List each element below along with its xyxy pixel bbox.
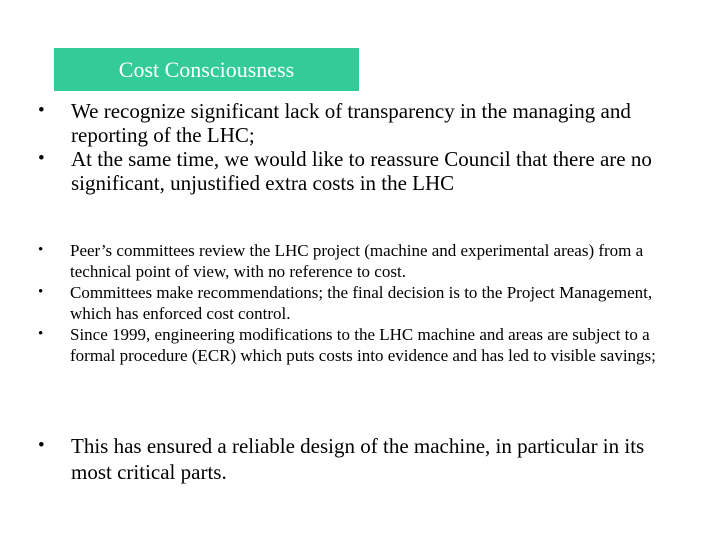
title-banner: [54, 48, 359, 91]
bullet-group-conclusion: [0, 433, 660, 485]
bullet-item: [0, 147, 660, 195]
bullet-group-details: [0, 240, 670, 366]
bullet-item: [0, 99, 660, 147]
bullet-dot-icon: •: [38, 326, 44, 342]
bullet-item: [0, 433, 660, 485]
bullet-group-intro: [0, 99, 660, 195]
bullet-text: Since 1999, engineering modifications to the LHC machine and areas are subject to a formal procedure (ECR) which puts costs into evidence and has led to visible savings;: [70, 325, 656, 365]
bullet-dot-icon: •: [38, 148, 45, 169]
bullet-text: We recognize significant lack of transparency in the managing and reporting of the LHC;: [71, 99, 631, 147]
bullet-dot-icon: •: [38, 242, 44, 258]
bullet-text: Peer’s committees review the LHC project (machine and experimental areas) from a technical point of view, with no reference to cost.: [70, 241, 644, 281]
bullet-text: At the same time, we would like to reassure Council that there are no significant, unjustified extra costs in the LHC: [71, 147, 652, 195]
bullet-text: This has ensured a reliable design of the machine, in particular in its most critical parts.: [71, 434, 645, 484]
bullet-item: [0, 324, 670, 366]
bullet-text: Committees make recommendations; the final decision is to the Project Management, which has enforced cost control.: [70, 283, 653, 323]
bullet-dot-icon: •: [38, 435, 45, 456]
bullet-item: [0, 282, 670, 324]
bullet-dot-icon: •: [38, 100, 45, 121]
bullet-dot-icon: •: [38, 284, 44, 300]
page-title: Cost Consciousness: [118, 56, 295, 82]
bullet-item: [0, 240, 670, 282]
